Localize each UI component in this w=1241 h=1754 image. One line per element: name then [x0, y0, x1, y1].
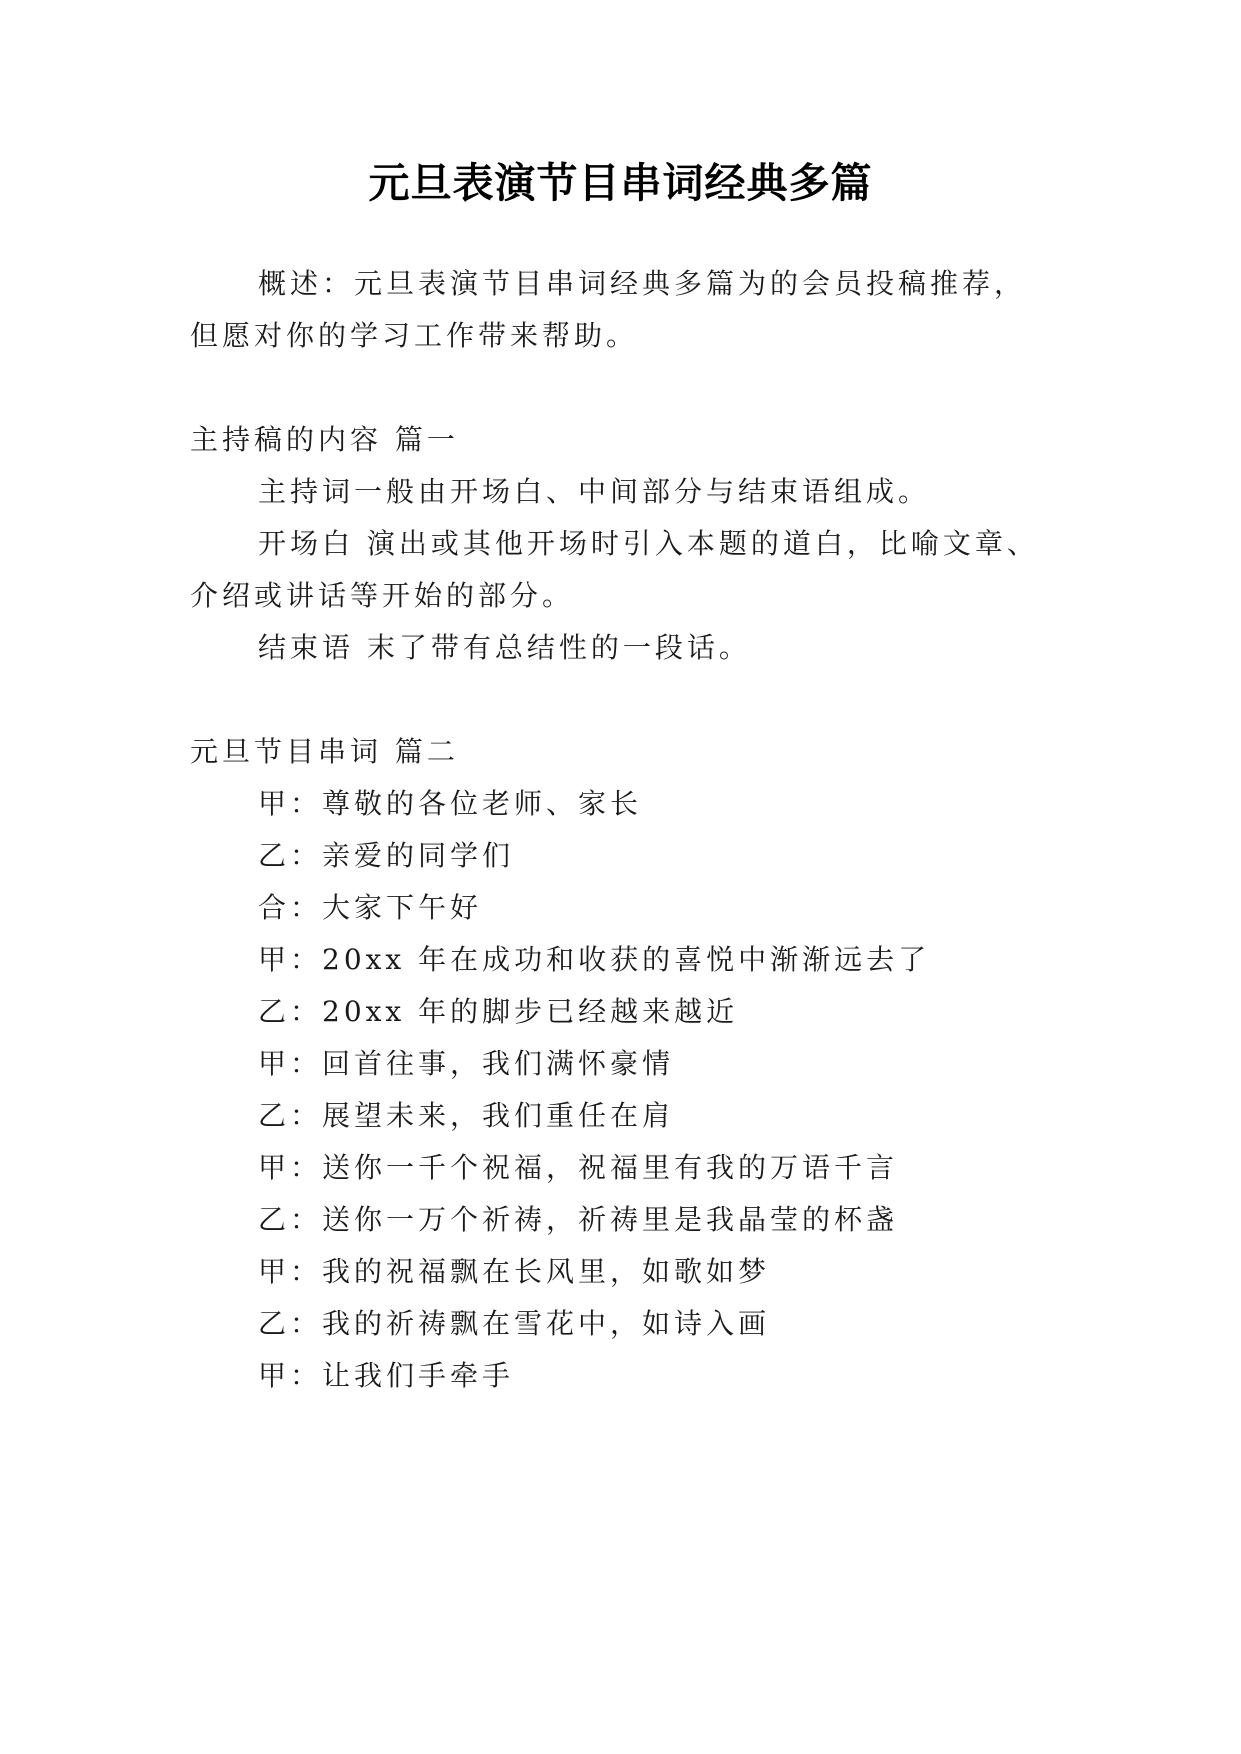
section1-paragraph-1: 主持词一般由开场白、中间部分与结束语组成。: [258, 475, 931, 508]
dialogue-line: 乙：展望未来，我们重任在肩: [258, 1099, 675, 1132]
dialogue-line: 甲：回首往事，我们满怀豪情: [258, 1047, 675, 1080]
section1-paragraph-3: 结束语 末了带有总结性的一段话。: [258, 631, 751, 664]
section1-paragraph-2-line-1: 开场白 演出或其他开场时引入本题的道白，比喻文章、: [258, 527, 1039, 560]
dialogue-line: 乙：亲爱的同学们: [258, 839, 515, 872]
dialogue-line: 甲：尊敬的各位老师、家长: [258, 787, 643, 820]
section2-heading: 元旦节目串词 篇二: [190, 735, 459, 768]
summary-line-2: 但愿对你的学习工作带来帮助。: [190, 319, 639, 352]
section1-paragraph-2-line-2: 介绍或讲话等开始的部分。: [190, 579, 575, 612]
dialogue-line: 合：大家下午好: [258, 891, 483, 924]
dialogue-line: 甲：我的祝福飘在长风里，如歌如梦: [258, 1255, 771, 1288]
document-title: 元旦表演节目串词经典多篇: [368, 159, 873, 207]
dialogue-line: 乙：送你一万个祈祷，祈祷里是我晶莹的杯盏: [258, 1203, 899, 1236]
dialogue-line: 乙：我的祈祷飘在雪花中，如诗入画: [258, 1307, 771, 1340]
dialogue-line: 甲：让我们手牵手: [258, 1359, 515, 1392]
summary-line-1: 概述：元旦表演节目串词经典多篇为的会员投稿推荐，: [258, 267, 1027, 300]
dialogue-line: 乙：20xx 年的脚步已经越来越近: [258, 995, 739, 1028]
section1-heading: 主持稿的内容 篇一: [190, 423, 459, 456]
dialogue-line: 甲：送你一千个祝福，祝福里有我的万语千言: [258, 1151, 899, 1184]
dialogue-line: 甲：20xx 年在成功和收获的喜悦中渐渐远去了: [258, 943, 931, 976]
